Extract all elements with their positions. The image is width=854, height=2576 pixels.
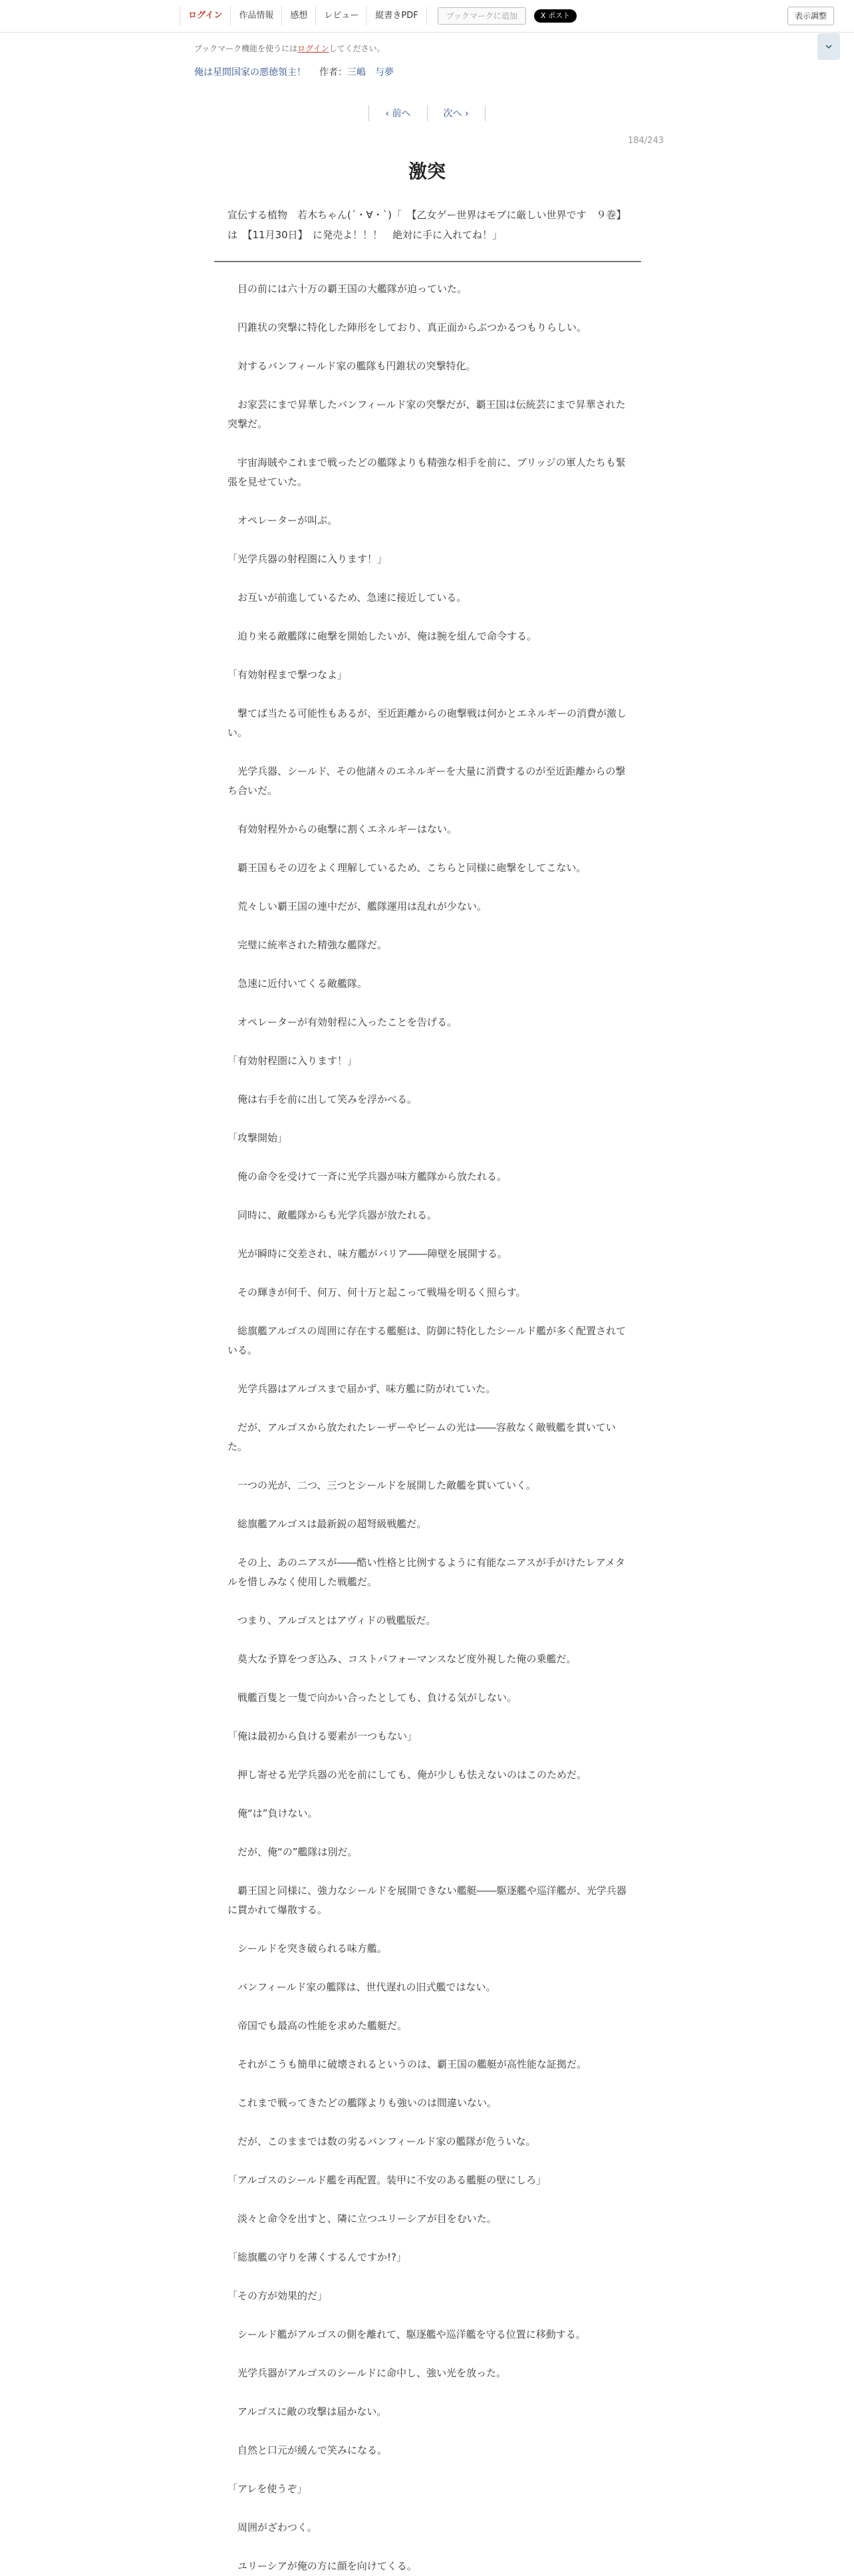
body-paragraph: 帝国でも最高の性能を求めた艦艇だ。: [227, 2020, 408, 2032]
body-paragraph: 総旗艦アルゴスは最新鋭の超弩級戦艦だ。: [227, 1518, 427, 1530]
chapter-title: 激突: [408, 160, 446, 182]
body-paragraph: 「その方が効果的だ」: [227, 2290, 328, 2302]
body-paragraph: 「総旗艦の守りを薄くするんですか!?」: [227, 2251, 406, 2263]
body-paragraph: だが、俺“の”艦隊は別だ。: [227, 1846, 358, 1858]
chapter-body: [227, 279, 627, 2576]
body-paragraph: 「アルゴスのシールド艦を再配置。装甲に不安のある艦艇の壁にしろ」: [227, 2174, 547, 2186]
body-paragraph: 「光学兵器の射程圏に入ります！」: [227, 553, 388, 565]
body-paragraph: 完璧に統率された精強な艦隊だ。: [227, 939, 388, 951]
top-bar: [0, 0, 854, 33]
scroll-down-button[interactable]: [817, 33, 840, 60]
add-bookmark-button[interactable]: ブックマークに追加: [438, 7, 526, 25]
body-paragraph: 莫大な予算をつぎ込み、コストパフォーマンスなど度外視した俺の乗艦だ。: [227, 1653, 577, 1665]
body-paragraph: 「俺は最初から負ける要素が一つもない」: [227, 1730, 418, 1742]
body-paragraph: 宇宙海賊やこれまで戦ったどの艦隊よりも精強な相手を前に、ブリッジの軍人たちも緊張を見せていた。: [227, 457, 626, 488]
body-paragraph: ユリーシアが俺の方に顔を向けてくる。: [227, 2560, 417, 2572]
body-paragraph: 俺の命令を受けて一斉に光学兵器が味方艦隊から放たれる。: [227, 1171, 507, 1183]
body-paragraph: だが、このままでは数の劣るバンフィールド家の艦隊が危ういな。: [227, 2135, 536, 2147]
body-paragraph: 急速に近付いてくる敵艦隊。: [227, 978, 368, 990]
nav-impressions[interactable]: 感想: [282, 7, 316, 25]
body-paragraph: 一つの光が、二つ、三つとシールドを展開した敵艦を貫いていく。: [227, 1479, 536, 1491]
prev-episode-link[interactable]: ‹ 前へ: [368, 105, 427, 121]
body-paragraph: 有効射程外からの砲撃に割くエネルギーはない。: [227, 823, 458, 835]
body-paragraph: 「有効射程圏に入ります！」: [227, 1055, 358, 1067]
body-paragraph: 周囲がざわつく。: [227, 2521, 317, 2533]
body-paragraph: 覇王国と同様に、強力なシールドを展開できない艦艇――駆逐艦や巡洋艦が、光学兵器に貫かれて爆散する。: [227, 1885, 627, 1916]
preface-divider: [214, 261, 641, 262]
work-info-row: [194, 65, 394, 79]
bookmark-login-link[interactable]: ログイン: [297, 44, 329, 53]
chevron-down-icon: [824, 42, 833, 51]
body-paragraph: 俺“は”負けない。: [227, 1807, 318, 1819]
body-paragraph: 迫り来る敵艦隊に砲撃を開始したいが、俺は腕を組んで命令する。: [227, 630, 537, 642]
body-paragraph: 戦艦百隻と一隻で向かい合ったとしても、負ける気がしない。: [227, 1692, 517, 1704]
series-title-link[interactable]: 俺は星間国家の悪徳領主！: [194, 67, 306, 78]
body-paragraph: 撃てば当たる可能性もあるが、至近距離からの砲撃戦は何かとエネルギーの消費が激しい。: [227, 707, 627, 739]
nav-vertical-pdf[interactable]: 縦書きPDF: [367, 7, 426, 25]
body-paragraph: 覇王国もその辺をよく理解しているため、こちらと同様に砲撃をしてこない。: [227, 862, 587, 874]
nav-login[interactable]: ログイン: [180, 7, 231, 25]
display-settings-button[interactable]: 表示調整: [787, 7, 834, 25]
body-paragraph: つまり、アルゴスとはアヴィドの戦艦版だ。: [227, 1614, 436, 1626]
body-paragraph: 光学兵器、シールド、その他諸々のエネルギーを大量に消費するのが至近距離からの撃ち合いだ。: [227, 765, 626, 797]
body-paragraph: 光学兵器はアルゴスまで届かず、味方艦に防がれていた。: [227, 1383, 496, 1395]
top-nav: [180, 7, 577, 25]
body-paragraph: 俺は右手を前に出して笑みを浮かべる。: [227, 1093, 418, 1105]
body-paragraph: だが、アルゴスから放たれたレーザーやビームの光は――容赦なく敵戦艦を貫いていた。: [227, 1421, 616, 1453]
body-paragraph: その上、あのニアスが――酷い性格と比例するように有能なニアスが手がけたレアメタルを惜しみなく使用した戦艦だ。: [227, 1557, 625, 1588]
body-paragraph: バンフィールド家の艦隊は、世代遅れの旧式艦ではない。: [227, 1981, 496, 1993]
body-paragraph: シールド艦がアルゴスの側を離れて、駆逐艦や巡洋艦を守る位置に移動する。: [227, 2328, 586, 2340]
body-paragraph: 円錐状の突撃に特化した陣形をしており、真正面からぶつかるつもりらしい。: [227, 321, 587, 333]
body-paragraph: アルゴスに敵の攻撃は届かない。: [227, 2406, 387, 2418]
body-paragraph: それがこうも簡単に破壊されるというのは、覇王国の艦艇が高性能な証拠だ。: [227, 2058, 587, 2070]
body-paragraph: 「アレを使うぞ」: [227, 2483, 307, 2495]
body-paragraph: 押し寄せる光学兵器の光を前にしても、俺が少しも怯えないのはこのためだ。: [227, 1769, 587, 1781]
episode-pager: [0, 105, 854, 121]
body-paragraph: 「攻撃開始」: [227, 1132, 288, 1144]
next-episode-link[interactable]: 次へ ›: [428, 105, 486, 121]
body-paragraph: シールドを突き破られる味方艦。: [227, 1942, 387, 1954]
body-paragraph: オペレーターが有効射程に入ったことを告げる。: [227, 1016, 458, 1028]
body-paragraph: 光学兵器がアルゴスのシールドに命中し、強い光を放った。: [227, 2367, 507, 2379]
bookmark-login-note: [194, 43, 385, 54]
body-paragraph: 対するバンフィールド家の艦隊も円錐状の突撃特化。: [227, 360, 476, 372]
preface-text: 宣伝する植物 若木ちゃん(´・∀・`)「 【乙女ゲー世界はモブに厳しい世界です ９巻】 は 【11月30日】 に発売よ！！！ 絶対に手に入れてね！」: [227, 209, 631, 241]
nav-work-info[interactable]: 作品情報: [231, 7, 282, 25]
x-post-button[interactable]: X ポスト: [534, 9, 577, 23]
body-paragraph: その輝きが何千、何万、何十万と起こって戦場を明るく照らす。: [227, 1286, 526, 1298]
body-paragraph: 総旗艦アルゴスの周囲に存在する艦艇は、防御に特化したシールド艦が多く配置されている。: [227, 1325, 627, 1356]
body-paragraph: オペレーターが叫ぶ。: [227, 514, 338, 526]
page-number: 184/243: [627, 136, 664, 146]
author-label: 作者：: [319, 67, 347, 78]
body-paragraph: 同時に、敵艦隊からも光学兵器が放たれる。: [227, 1209, 438, 1221]
nav-reviews[interactable]: レビュー: [316, 7, 367, 25]
body-paragraph: 淡々と命令を出すと、隣に立つユリーシアが目をむいた。: [227, 2213, 497, 2225]
bookmark-note-after: してください。: [329, 44, 385, 53]
body-paragraph: 自然と口元が緩んで笑みになる。: [227, 2444, 388, 2456]
bookmark-note-before: ブックマーク機能を使うには: [194, 44, 298, 53]
body-paragraph: お家芸にまで昇華したバンフィールド家の突撃だが、覇王国は伝統芸にまで昇華された突撃だ。: [227, 399, 626, 430]
body-paragraph: 荒々しい覇王国の連中だが、艦隊運用は乱れが少ない。: [227, 900, 488, 912]
body-paragraph: これまで戦ってきたどの艦隊よりも強いのは間違いない。: [227, 2097, 498, 2109]
body-paragraph: 目の前には六十万の覇王国の大艦隊が迫っていた。: [227, 283, 468, 295]
body-paragraph: 「有効射程まで撃つなよ」: [227, 669, 348, 681]
body-paragraph: お互いが前進しているため、急速に接近している。: [227, 592, 467, 604]
body-paragraph: 光が瞬時に交差され、味方艦がバリア――障壁を展開する。: [227, 1248, 507, 1260]
author-link[interactable]: 三嶋 与夢: [347, 67, 394, 78]
